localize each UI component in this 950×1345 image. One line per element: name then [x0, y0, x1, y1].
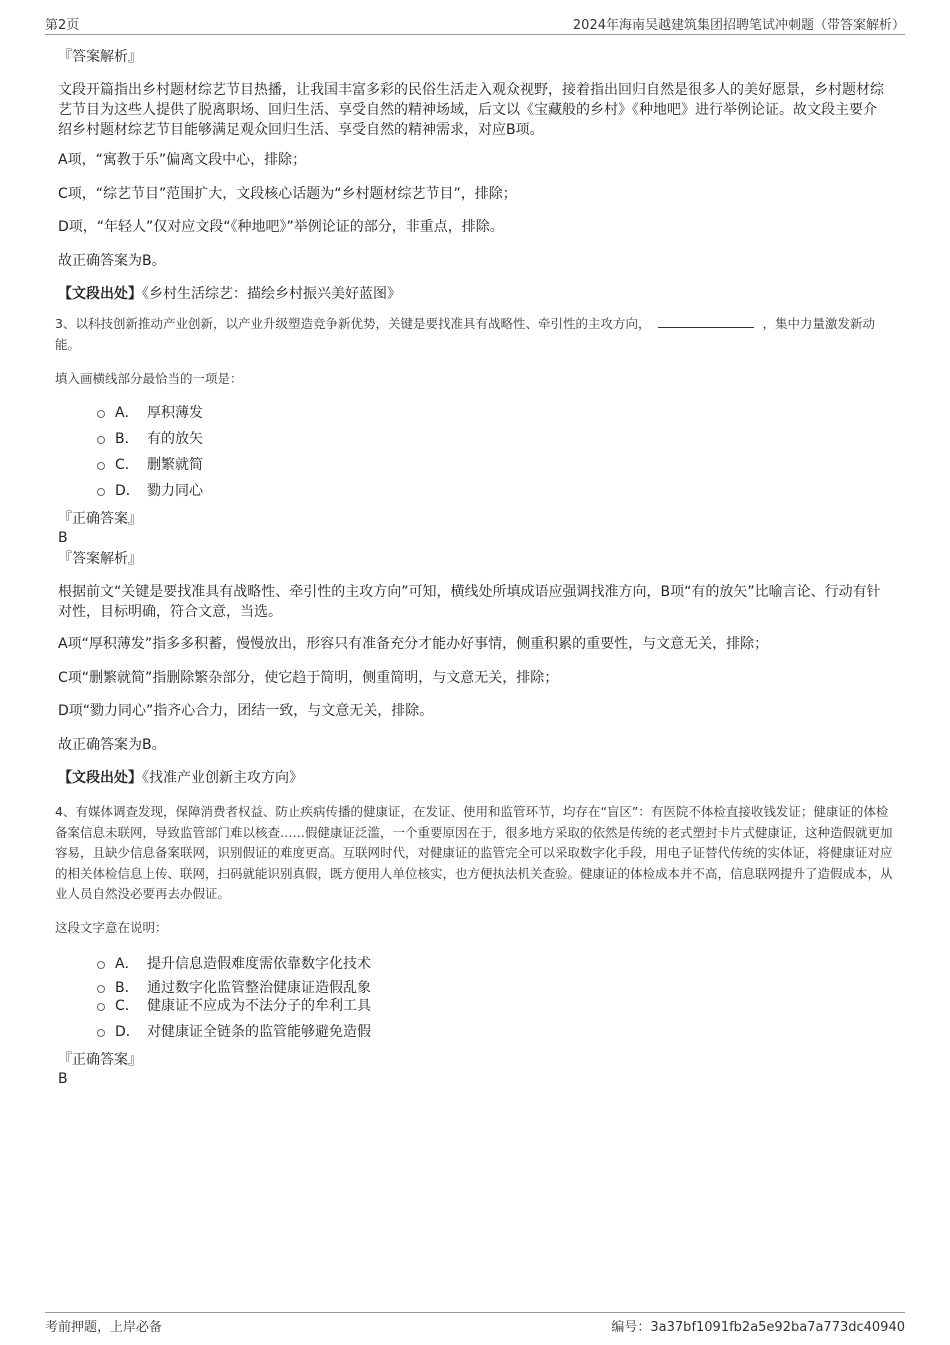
question-3-text: [55, 314, 895, 355]
code-value: 3a37bf1091fb2a5e92ba7a773dc40940: [650, 1320, 905, 1335]
q3-answer-label: 『正确答案』: [58, 511, 142, 527]
q3-option-a[interactable]: [97, 403, 203, 423]
option-letter: C．: [115, 457, 139, 473]
option-text: 通过数字化监管整治健康证造假乱象: [147, 980, 371, 996]
radio-icon[interactable]: [97, 1029, 105, 1037]
fill-blank: [658, 315, 754, 328]
q4-option-b[interactable]: [97, 978, 371, 998]
q3-option-c[interactable]: [97, 455, 203, 475]
question-3-text-after: ，集中力量激发新动能。: [55, 316, 875, 352]
question-4-text: 4、有媒体调查发现，保障消费者权益、防止疾病传播的健康证，在发证、使用和监管环节，均存在“盲区”：有医院不体检直接收钱发证；健康证的体检备案信息未联网，导致监管部门难以核查……假健康证泛滥，一个重要原因在于，很多地方采取的依然是传统的老式塑封卡片式健康证，这种造假就更加容易，且缺少信息备案联网，识别假证的难度更高。互联网时代，对健康证的监管完全可以采取数字化手段，用电子证替代传统的实体证，将健康证对应的相关体检信息上传、联网，扫码就能识别真假，既方便用人单位核实，也方便执法机关查验。健康证的体检成本并不高，信息联网提升了造假成本，从业人员自然没必要再去办假证。: [55, 804, 893, 901]
option-text: 有的放矢: [147, 431, 203, 447]
option-letter: D．: [115, 1024, 140, 1040]
option-text: 删繁就简: [147, 457, 203, 473]
radio-icon[interactable]: [97, 961, 105, 969]
radio-icon[interactable]: [97, 1003, 105, 1011]
q4-option-c[interactable]: [97, 996, 371, 1016]
analysis-text: 文段开篇指出乡村题材综艺节目热播，让我国丰富多彩的民俗生活走入观众视野，接着指出回归自然是很多人的美好愿景，乡村题材综艺节目为这些人提供了脱离职场、回归生活、享受自然的精神场域，后文以《宝藏般的乡村》《种地吧》进行举例论证。故文段主要介绍乡村题材综艺节目能够满足观众回归生活、享受自然的精神需求，对应B项。: [58, 82, 884, 138]
question-4-prompt: 这段文字意在说明：: [55, 920, 168, 935]
option-letter: D．: [115, 483, 140, 499]
radio-icon[interactable]: [97, 985, 105, 993]
option-text: 勠力同心: [147, 483, 203, 499]
source-title: 《乡村生活综艺：描绘乡村振兴美好蓝图》: [142, 286, 401, 302]
q3-answer: B: [58, 530, 68, 546]
option-text: 厚积薄发: [147, 405, 203, 421]
q3-analysis-text: 根据前文“关键是要找准具有战略性、牵引性的主攻方向”可知，横线处所填成语应强调找准方向，B项“有的放矢”比喻言论、行动有针对性，目标明确，符合文意，当选。: [58, 584, 881, 620]
q3-conclusion: 故正确答案为B。: [58, 737, 166, 753]
question-3-text-before: 3、以科技创新推动产业创新，以产业升级塑造竞争新优势，关键是要找准具有战略性、牵引性的主攻方向，: [55, 316, 651, 331]
analysis-option-c: C项，“综艺节目”范围扩大，文段核心话题为“乡村题材综艺节目”，排除；: [58, 186, 517, 202]
source-title: 《找准产业创新主攻方向》: [142, 770, 303, 786]
option-text: 提升信息造假难度需依靠数字化技术: [147, 956, 371, 972]
analysis-label: 『答案解析』: [58, 49, 142, 65]
q4-option-d[interactable]: [97, 1022, 371, 1042]
radio-icon[interactable]: [97, 410, 105, 418]
document-title: 2024年海南吴越建筑集团招聘笔试冲刺题（带答案解析）: [572, 18, 905, 33]
q4-answer: B: [58, 1071, 68, 1087]
source-label: 【文段出处】: [58, 770, 142, 786]
question-3-prompt: 填入画横线部分最恰当的一项是：: [55, 371, 243, 386]
option-letter: A．: [115, 405, 139, 421]
q4-option-a[interactable]: [97, 954, 371, 974]
source-line: [58, 284, 888, 304]
q3-analysis-d: D项“勠力同心”指齐心合力，团结一致，与文意无关，排除。: [58, 703, 434, 719]
q3-source-line: [58, 768, 888, 788]
q3-analysis-a: A项“厚积薄发”指多多积蓄，慢慢放出，形容只有准备充分才能办好事情，侧重积累的重要性，与文意无关，排除；: [58, 636, 769, 652]
option-letter: A．: [115, 956, 139, 972]
analysis-option-a: A项，“寓教于乐”偏离文段中心，排除；: [58, 152, 307, 168]
option-letter: C．: [115, 998, 139, 1014]
source-label: 【文段出处】: [58, 286, 142, 302]
q3-analysis-c: C项“删繁就简”指删除繁杂部分，使它趋于简明，侧重简明，与文意无关，排除；: [58, 670, 559, 686]
q4-answer-label: 『正确答案』: [58, 1052, 142, 1068]
q3-option-d[interactable]: [97, 481, 203, 501]
q3-option-b[interactable]: [97, 429, 203, 449]
page-header: [45, 14, 905, 35]
footer-slogan: 考前押题，上岸必备: [45, 1320, 163, 1335]
analysis-conclusion: 故正确答案为B。: [58, 253, 166, 269]
option-letter: B．: [115, 980, 139, 996]
q3-analysis-label: 『答案解析』: [58, 551, 142, 567]
analysis-option-d: D项，“年轻人”仅对应文段“《种地吧》”举例论证的部分，非重点，排除。: [58, 219, 504, 235]
option-text: 对健康证全链条的监管能够避免造假: [147, 1024, 371, 1040]
page-number: 第2页: [45, 18, 80, 33]
option-letter: B．: [115, 431, 139, 447]
radio-icon[interactable]: [97, 436, 105, 444]
document-code: [611, 1316, 905, 1335]
code-label: 编号：: [611, 1320, 651, 1335]
radio-icon[interactable]: [97, 462, 105, 470]
page-footer: [45, 1312, 905, 1335]
option-text: 健康证不应成为不法分子的牟利工具: [147, 998, 371, 1014]
radio-icon[interactable]: [97, 488, 105, 496]
